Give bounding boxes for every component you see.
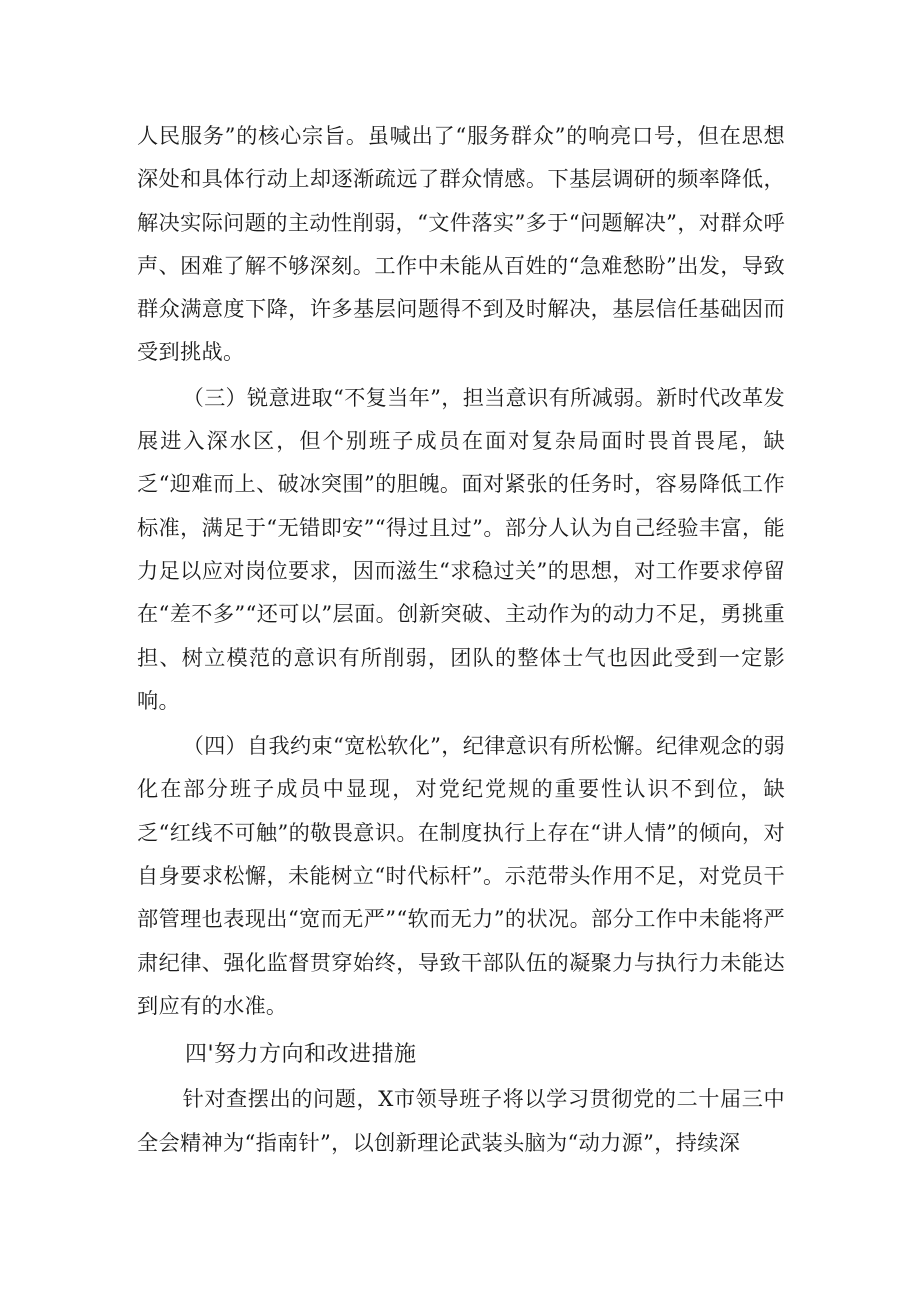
paragraph-section-four: （四）自我约束“宽松软化”，纪律意识有所松懈。纪律观念的弱化在部分班子成员中显现，对党纪党规的重要性认识不到位，缺乏“红线不可触”的敬畏意识。在制度执行上存在“讲人情”的倾向，对自身要求松懈，未能树立“时代标杆”。示范带头作用不足，对党员干部管理也表现出“宽而无严”“软而无力”的状况。部分工作中未能将严肃纪律、强化监督贯穿始终，导致干部队伍的凝聚力与执行力未能达到应有的水准。 [137,733,786,1018]
section-heading-four: 四'努力方向和改进措施 [185,1042,417,1068]
document-page [137,114,785,1164]
paragraph-improvement-intro: 针对查摆出的问题，X市领导班子将以学习贯彻党的二十届三中全会精神为“指南针”，以创新理论武装头脑为“动力源”，持续深 [137,1086,785,1155]
paragraph-section-three: （三）锐意进取“不复当年”，担当意识有所减弱。新时代改革发展进入深水区，但个别班子成员在面对复杂局面时畏首畏尾，缺乏“迎难而上、破冰突围”的胆魄。面对紧张的任务时，容易降低工作标准，满足于“无错即安”“得过且过”。部分人认为自己经验丰富，能力足以应对岗位要求，因而滋生“求稳过关”的思想，对工作要求停留在“差不多”“还可以”层面。创新突破、主动作为的动力不足，勇挑重担、树立模范的意识有所削弱，团队的整体士气也因此受到一定影响。 [137,384,786,713]
paragraph-service: 人民服务”的核心宗旨。虽喊出了“服务群众”的响亮口号，但在思想深处和具体行动上却逐渐疏远了群众情感。下基层调研的频率降低，解决实际问题的主动性削弱，“文件落实”多于“问题解决”，对群众呼声、困难了解不够深刻。工作中未能从百姓的“急难愁盼”出发，导致群众满意度下降，许多基层问题得不到及时解决，基层信任基础因而受到挑战。 [137,123,785,365]
